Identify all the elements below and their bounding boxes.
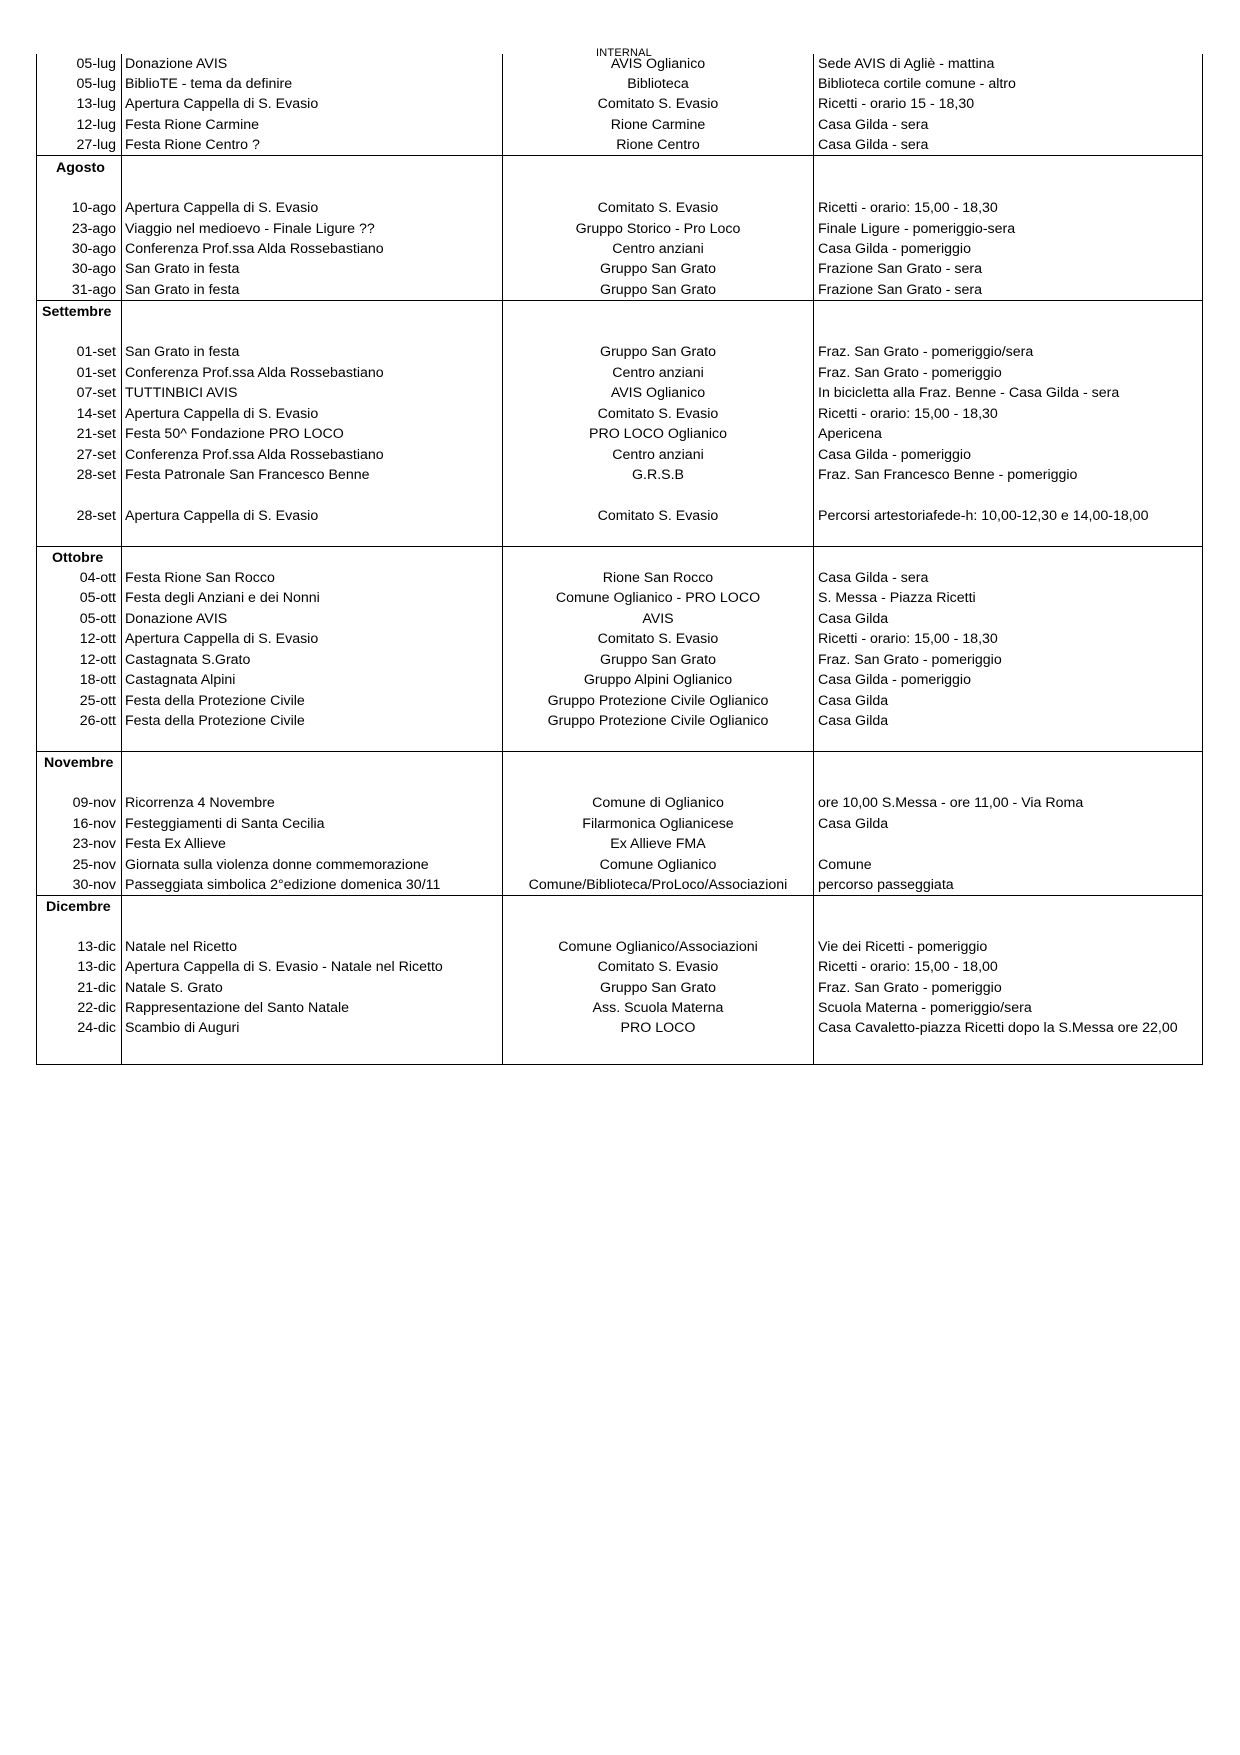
- event-name: Festa Patronale San Francesco Benne: [125, 467, 370, 483]
- event-location: Casa Gilda - sera: [818, 137, 929, 153]
- event-date: 01-set: [76, 344, 116, 360]
- event-date: 12-ott: [79, 631, 116, 647]
- event-location: Sede AVIS di Agliè - mattina: [818, 56, 995, 72]
- event-name: Donazione AVIS: [125, 611, 228, 627]
- section-divider: [36, 300, 1203, 301]
- event-name: Conferenza Prof.ssa Alda Rossebastiano: [125, 365, 384, 381]
- event-date: 30-ago: [71, 261, 116, 277]
- event-date: 12-ott: [79, 652, 116, 668]
- event-location: Biblioteca cortile comune - altro: [818, 76, 1016, 92]
- event-name: TUTTINBICI AVIS: [125, 385, 238, 401]
- event-name: Apertura Cappella di S. Evasio - Natale nel Ricetto: [125, 959, 443, 975]
- event-name: Ricorrenza 4 Novembre: [125, 795, 275, 811]
- event-date: 21-set: [76, 426, 116, 442]
- event-name: Festeggiamenti di Santa Cecilia: [125, 816, 325, 832]
- event-date: 05-lug: [76, 76, 116, 92]
- event-organizer: Comune Oglianico/Associazioni: [558, 939, 758, 955]
- event-organizer: Biblioteca: [627, 76, 689, 92]
- event-name: Rappresentazione del Santo Natale: [125, 1000, 350, 1016]
- event-date: 27-lug: [76, 137, 116, 153]
- event-date: 22-dic: [77, 1000, 116, 1016]
- event-name: Apertura Cappella di S. Evasio: [125, 96, 319, 112]
- event-location: Casa Gilda: [818, 816, 889, 832]
- event-organizer: Comune Oglianico: [599, 857, 717, 873]
- event-location: Casa Gilda: [818, 611, 889, 627]
- event-name: Festa della Protezione Civile: [125, 693, 305, 709]
- event-date: 26-ott: [79, 713, 116, 729]
- month-header: Dicembre: [46, 899, 111, 915]
- event-location: Casa Gilda - sera: [818, 117, 929, 133]
- event-location: Frazione San Grato - sera: [818, 261, 983, 277]
- event-name: Passeggiata simbolica 2°edizione domenica 30/11: [125, 877, 441, 893]
- event-date: 30-nov: [72, 877, 116, 893]
- event-organizer: PRO LOCO: [620, 1020, 696, 1036]
- event-date: 13-dic: [77, 939, 116, 955]
- event-location: Fraz. San Grato - pomeriggio: [818, 980, 1002, 996]
- event-name: Natale nel Ricetto: [125, 939, 237, 955]
- event-location: ore 10,00 S.Messa - ore 11,00 - Via Roma: [818, 795, 1084, 811]
- event-location: Casa Gilda: [818, 693, 889, 709]
- table-border-right: [1202, 54, 1203, 1065]
- event-organizer: Rione Centro: [616, 137, 700, 153]
- event-organizer: G.R.S.B: [631, 467, 685, 483]
- event-name: Giornata sulla violenza donne commemorazione: [125, 857, 429, 873]
- event-organizer: Gruppo San Grato: [600, 980, 716, 996]
- event-name: Festa 50^ Fondazione PRO LOCO: [125, 426, 344, 442]
- event-location: S. Messa - Piazza Ricetti: [818, 590, 976, 606]
- event-name: Apertura Cappella di S. Evasio: [125, 200, 319, 216]
- event-date: 16-nov: [72, 816, 116, 832]
- event-name: Festa Rione Centro ?: [125, 137, 260, 153]
- event-organizer: Gruppo San Grato: [600, 344, 716, 360]
- event-name: Castagnata Alpini: [125, 672, 236, 688]
- event-location: Frazione San Grato - sera: [818, 282, 983, 298]
- event-organizer: Comitato S. Evasio: [597, 631, 719, 647]
- event-location: Percorsi artestoriafede-h: 10,00-12,30 e 14,00-18,00: [818, 508, 1149, 524]
- event-date: 28-set: [76, 508, 116, 524]
- event-date: 25-nov: [72, 857, 116, 873]
- event-location: Casa Gilda: [818, 713, 889, 729]
- event-organizer: Filarmonica Oglianicese: [582, 816, 734, 832]
- event-date: 10-ago: [71, 200, 116, 216]
- column-divider-organizer: [813, 54, 814, 1065]
- event-name: Apertura Cappella di S. Evasio: [125, 508, 319, 524]
- event-date: 23-ago: [71, 221, 116, 237]
- event-organizer: Gruppo Storico - Pro Loco: [575, 221, 741, 237]
- event-location: Casa Gilda - pomeriggio: [818, 447, 971, 463]
- event-location: Ricetti - orario: 15,00 - 18,30: [818, 406, 998, 422]
- event-name: Viaggio nel medioevo - Finale Ligure ??: [125, 221, 375, 237]
- event-organizer: AVIS Oglianico: [610, 56, 706, 72]
- event-name: BiblioTE - tema da definire: [125, 76, 293, 92]
- event-location: Fraz. San Francesco Benne - pomeriggio: [818, 467, 1078, 483]
- event-organizer: Ex Allieve FMA: [610, 836, 706, 852]
- event-organizer: PRO LOCO Oglianico: [589, 426, 727, 442]
- event-name: Natale S. Grato: [125, 980, 223, 996]
- event-name: Apertura Cappella di S. Evasio: [125, 406, 319, 422]
- event-location: Ricetti - orario: 15,00 - 18,30: [818, 200, 998, 216]
- section-divider: [36, 1064, 1203, 1065]
- event-location: Finale Ligure - pomeriggio-sera: [818, 221, 1016, 237]
- event-location: Ricetti - orario: 15,00 - 18,00: [818, 959, 998, 975]
- event-name: Scambio di Auguri: [125, 1020, 240, 1036]
- event-date: 01-set: [76, 365, 116, 381]
- section-divider: [36, 546, 1203, 547]
- event-date: 05-ott: [79, 590, 116, 606]
- event-date: 23-nov: [72, 836, 116, 852]
- event-location: Scuola Materna - pomeriggio/sera: [818, 1000, 1032, 1016]
- event-location: In bicicletta alla Fraz. Benne - Casa Gilda - sera: [818, 385, 1120, 401]
- event-name: Conferenza Prof.ssa Alda Rossebastiano: [125, 241, 384, 257]
- event-location: Fraz. San Grato - pomeriggio: [818, 365, 1002, 381]
- section-divider: [36, 751, 1203, 752]
- event-organizer: Rione San Rocco: [602, 570, 714, 586]
- event-organizer: Gruppo San Grato: [600, 282, 716, 298]
- month-header: Novembre: [44, 755, 114, 771]
- event-location: Comune: [818, 857, 872, 873]
- event-organizer: Ass. Scuola Materna: [592, 1000, 724, 1016]
- section-divider: [36, 895, 1203, 896]
- event-organizer: Centro anziani: [612, 241, 704, 257]
- event-date: 24-dic: [77, 1020, 116, 1036]
- month-header: Ottobre: [52, 550, 104, 566]
- event-name: Castagnata S.Grato: [125, 652, 251, 668]
- event-name: Apertura Cappella di S. Evasio: [125, 631, 319, 647]
- event-location: Fraz. San Grato - pomeriggio: [818, 652, 1002, 668]
- event-organizer: Comitato S. Evasio: [597, 406, 719, 422]
- event-date: 13-dic: [77, 959, 116, 975]
- event-organizer: Comitato S. Evasio: [597, 508, 719, 524]
- event-organizer: Centro anziani: [612, 365, 704, 381]
- event-location: Casa Gilda - sera: [818, 570, 929, 586]
- event-location: Casa Cavaletto-piazza Ricetti dopo la S.Messa ore 22,00: [818, 1020, 1178, 1036]
- event-location: Ricetti - orario: 15,00 - 18,30: [818, 631, 998, 647]
- event-name: Conferenza Prof.ssa Alda Rossebastiano: [125, 447, 384, 463]
- event-location: Vie dei Ricetti - pomeriggio: [818, 939, 988, 955]
- event-location: Casa Gilda - pomeriggio: [818, 672, 971, 688]
- event-organizer: Centro anziani: [612, 447, 704, 463]
- event-name: Festa degli Anziani e dei Nonni: [125, 590, 320, 606]
- event-date: 12-lug: [76, 117, 116, 133]
- event-location: Fraz. San Grato - pomeriggio/sera: [818, 344, 1034, 360]
- event-organizer: Comune di Oglianico: [592, 795, 724, 811]
- event-date: 21-dic: [77, 980, 116, 996]
- event-name: San Grato in festa: [125, 261, 240, 277]
- event-organizer: Rione Carmine: [610, 117, 706, 133]
- event-name: Festa della Protezione Civile: [125, 713, 305, 729]
- event-date: 27-set: [76, 447, 116, 463]
- event-date: 18-ott: [79, 672, 116, 688]
- event-date: 25-ott: [79, 693, 116, 709]
- event-name: San Grato in festa: [125, 282, 240, 298]
- event-location: Apericena: [818, 426, 882, 442]
- event-organizer: Gruppo Alpini Oglianico: [583, 672, 733, 688]
- event-organizer: AVIS Oglianico: [610, 385, 706, 401]
- event-date: 09-nov: [72, 795, 116, 811]
- month-header: Settembre: [42, 304, 112, 320]
- event-date: 05-ott: [79, 611, 116, 627]
- event-organizer: Gruppo Protezione Civile Oglianico: [547, 693, 769, 709]
- events-calendar-table: [36, 54, 1203, 1065]
- event-location: percorso passeggiata: [818, 877, 954, 893]
- event-organizer: Comitato S. Evasio: [597, 959, 719, 975]
- event-date: 14-set: [76, 406, 116, 422]
- event-organizer: Gruppo San Grato: [600, 261, 716, 277]
- event-date: 04-ott: [79, 570, 116, 586]
- event-organizer: Comitato S. Evasio: [597, 200, 719, 216]
- event-name: Donazione AVIS: [125, 56, 228, 72]
- event-organizer: Comitato S. Evasio: [597, 96, 719, 112]
- event-organizer: Comune Oglianico - PRO LOCO: [555, 590, 761, 606]
- event-organizer: Gruppo San Grato: [600, 652, 716, 668]
- event-date: 13-lug: [76, 96, 116, 112]
- event-name: San Grato in festa: [125, 344, 240, 360]
- event-date: 28-set: [76, 467, 116, 483]
- event-name: Festa Rione Carmine: [125, 117, 260, 133]
- internal-label: INTERNAL: [596, 47, 652, 59]
- event-date: 05-lug: [76, 56, 116, 72]
- event-name: Festa Ex Allieve: [125, 836, 226, 852]
- event-organizer: Comune/Biblioteca/ProLoco/Associazioni: [528, 877, 788, 893]
- event-date: 30-ago: [71, 241, 116, 257]
- event-date: 07-set: [76, 385, 116, 401]
- event-location: Ricetti - orario 15 - 18,30: [818, 96, 975, 112]
- event-name: Festa Rione San Rocco: [125, 570, 275, 586]
- event-location: Casa Gilda - pomeriggio: [818, 241, 971, 257]
- section-divider: [36, 155, 1203, 156]
- month-header: Agosto: [56, 160, 105, 176]
- column-divider-date: [121, 54, 122, 1065]
- event-organizer: Gruppo Protezione Civile Oglianico: [547, 713, 769, 729]
- event-organizer: AVIS: [642, 611, 674, 627]
- event-date: 31-ago: [71, 282, 116, 298]
